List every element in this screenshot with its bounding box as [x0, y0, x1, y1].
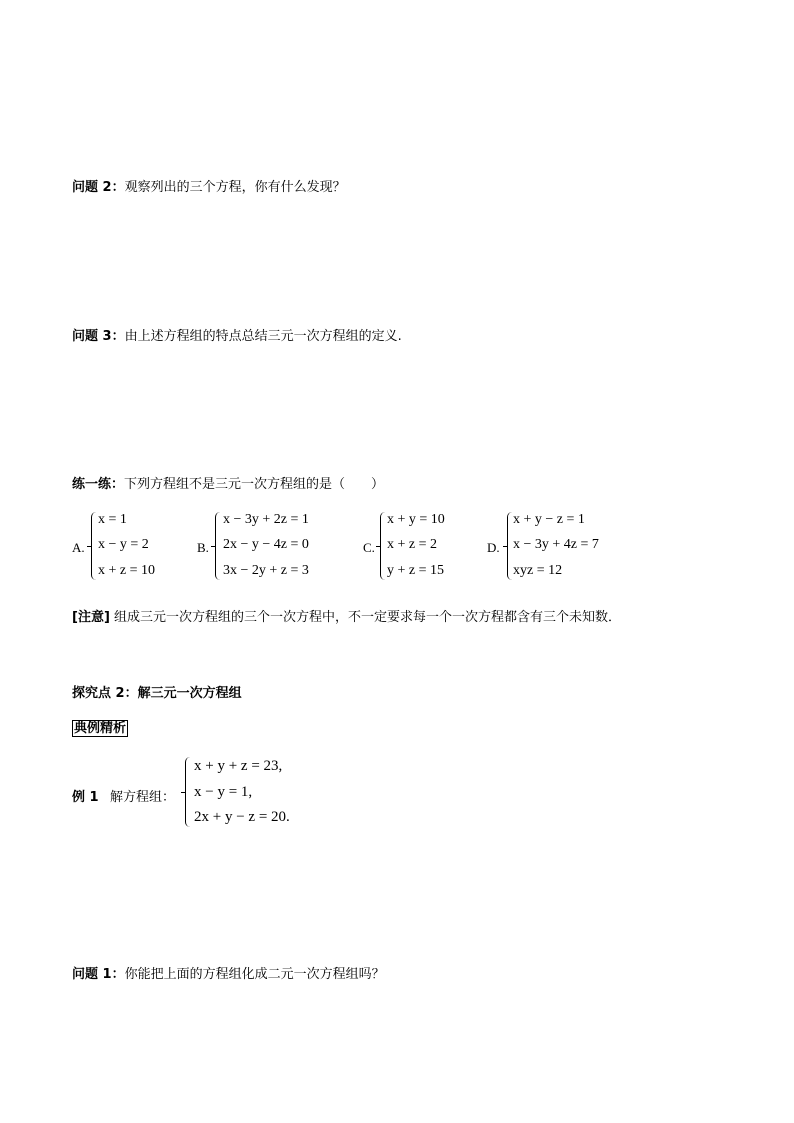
- section-tag: [72, 717, 128, 736]
- note-label: [注意]: [72, 610, 110, 625]
- option-a-eq-2: x − y = 2: [98, 537, 149, 552]
- example-1: [72, 755, 332, 831]
- option-a: [72, 510, 172, 584]
- practice-text: 下列方程组不是三元一次方程组的是（ ）: [124, 477, 385, 492]
- question-2-label: 问题 2：: [72, 180, 125, 195]
- option-b-eq-3: 3x − 2y + z = 3: [223, 563, 309, 578]
- option-b-brace: [215, 512, 223, 580]
- question-3: [72, 325, 402, 344]
- section-tag-text: 典例精析: [74, 721, 127, 736]
- option-d-eq-3: xyz = 12: [513, 563, 563, 578]
- example-1-eq-1: x + y + z = 23,: [194, 758, 283, 774]
- note-text: 组成三元一次方程组的三个一次方程中，不一定要求每一个一次方程都含有三个未知数．: [114, 610, 622, 625]
- question-2: [72, 176, 346, 195]
- example-1-eq-3: 2x + y − z = 20.: [194, 809, 290, 825]
- option-c-eq-1: x + y = 10: [387, 512, 445, 527]
- question-1: [72, 963, 385, 982]
- question-3-label: 问题 3：: [72, 329, 125, 344]
- option-b-label: B.: [197, 540, 209, 555]
- option-c-label: C.: [363, 540, 375, 555]
- note: [72, 606, 621, 625]
- option-b-eq-1: x − 3y + 2z = 1: [223, 512, 309, 527]
- option-c: [363, 510, 473, 584]
- option-a-label: A.: [72, 540, 85, 555]
- option-d-eq-1: x + y − z = 1: [513, 512, 585, 527]
- option-d-label: D.: [487, 540, 500, 555]
- example-1-text: 解方程组：: [110, 790, 176, 805]
- option-a-eq-3: x + z = 10: [98, 563, 156, 578]
- example-1-eq-2: x − y = 1,: [194, 784, 253, 800]
- option-c-eq-2: x + z = 2: [387, 537, 438, 552]
- option-b: [197, 510, 337, 584]
- option-a-eq-1: x = 1: [98, 512, 127, 527]
- option-b-eq-2: 2x − y − 4z = 0: [223, 537, 309, 552]
- question-1-text: 你能把上面的方程组化成二元一次方程组吗？: [124, 967, 385, 982]
- option-d-eq-2: x − 3y + 4z = 7: [513, 537, 599, 552]
- option-d: [487, 510, 627, 584]
- question-2-text: 观察列出的三个方程，你有什么发现？: [124, 180, 346, 195]
- example-1-label: 例 1: [72, 790, 99, 805]
- practice-question: [72, 473, 384, 492]
- question-3-text: 由上述方程组的特点总结三元一次方程组的定义.: [124, 329, 402, 344]
- practice-label: 练一练：: [72, 477, 125, 492]
- example-1-brace: [185, 757, 193, 827]
- option-c-eq-3: y + z = 15: [387, 563, 445, 578]
- question-1-label: 问题 1：: [72, 967, 125, 982]
- explore-heading: 探究点 2：解三元一次方程组: [72, 686, 242, 701]
